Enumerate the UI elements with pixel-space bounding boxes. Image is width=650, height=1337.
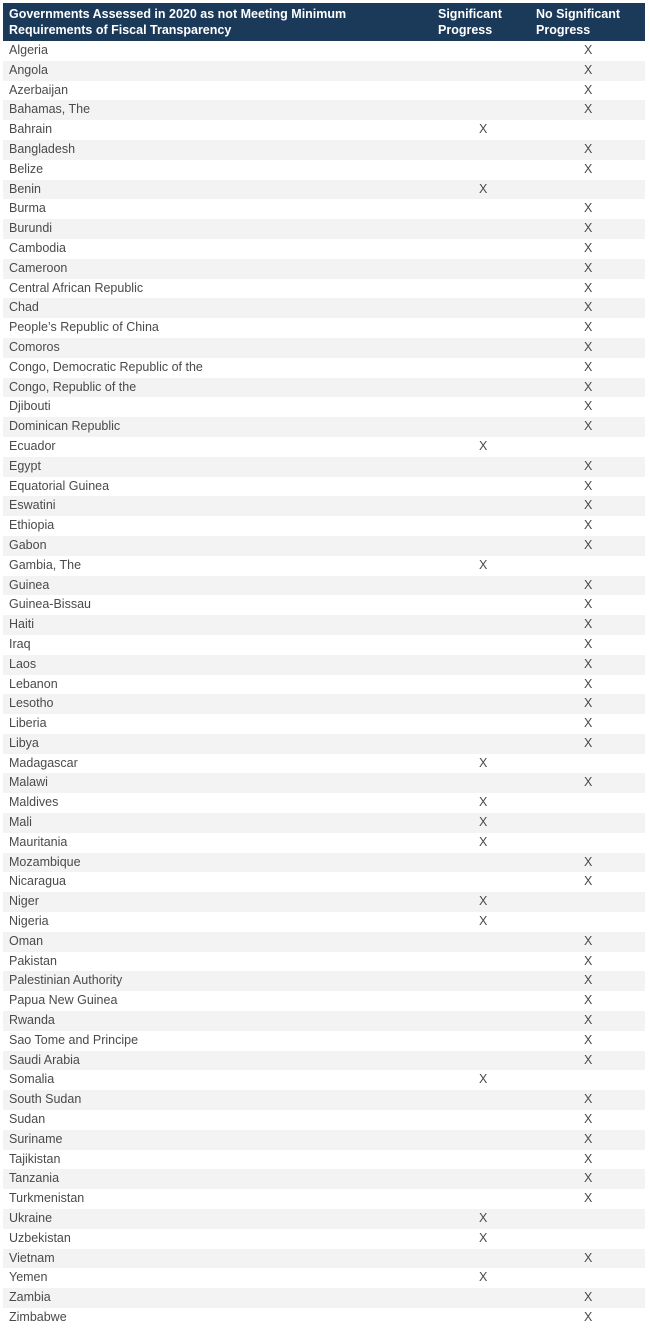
no-significant-progress-mark: X xyxy=(584,537,593,552)
no-significant-progress-mark: X xyxy=(584,874,593,889)
table-row xyxy=(3,477,645,497)
no-significant-progress-mark: X xyxy=(584,1290,593,1305)
table-row xyxy=(3,892,645,912)
country-name: Somalia xyxy=(9,1072,55,1087)
table-row xyxy=(3,1011,645,1031)
no-significant-progress-mark: X xyxy=(584,716,593,731)
no-significant-progress-mark: X xyxy=(584,518,593,533)
table-row xyxy=(3,61,645,81)
country-name: Tanzania xyxy=(9,1171,60,1186)
country-name: Zimbabwe xyxy=(9,1310,67,1324)
table-row xyxy=(3,754,645,774)
country-name: Belize xyxy=(9,161,44,176)
no-significant-progress-mark: X xyxy=(584,458,593,473)
country-name: Maldives xyxy=(9,795,59,810)
country-name: Guinea xyxy=(9,577,50,592)
no-significant-progress-mark: X xyxy=(584,478,593,493)
no-significant-progress-mark: X xyxy=(584,735,593,750)
table-row xyxy=(3,793,645,813)
no-significant-progress-mark: X xyxy=(584,1032,593,1047)
country-name: Liberia xyxy=(9,716,47,731)
table-row xyxy=(3,971,645,991)
no-significant-progress-mark: X xyxy=(584,161,593,176)
table-row xyxy=(3,1031,645,1051)
table-row xyxy=(3,496,645,516)
no-significant-progress-mark: X xyxy=(584,973,593,988)
no-significant-progress-mark: X xyxy=(584,141,593,156)
no-significant-progress-mark: X xyxy=(584,993,593,1008)
header-significant-progress-column: Significant Progress xyxy=(438,7,502,37)
country-name: Papua New Guinea xyxy=(9,993,118,1008)
no-significant-progress-mark: X xyxy=(584,419,593,434)
no-significant-progress-mark: X xyxy=(584,1171,593,1186)
no-significant-progress-mark: X xyxy=(584,379,593,394)
table-row xyxy=(3,952,645,972)
country-name: Laos xyxy=(9,656,37,671)
table-row xyxy=(3,615,645,635)
table-row xyxy=(3,1130,645,1150)
table-row xyxy=(3,872,645,892)
country-name: Iraq xyxy=(9,636,31,651)
country-name: Sudan xyxy=(9,1112,46,1127)
significant-progress-mark: X xyxy=(479,755,488,770)
country-name: Lebanon xyxy=(9,676,58,691)
no-significant-progress-mark: X xyxy=(584,597,593,612)
no-significant-progress-mark: X xyxy=(584,201,593,216)
table-row xyxy=(3,1249,645,1269)
no-significant-progress-mark: X xyxy=(584,636,593,651)
country-name: Egypt xyxy=(9,458,41,473)
table-row xyxy=(3,180,645,200)
country-name: Cameroon xyxy=(9,260,68,275)
no-significant-progress-mark: X xyxy=(584,854,593,869)
country-name: South Sudan xyxy=(9,1092,82,1107)
table-row xyxy=(3,1090,645,1110)
country-name: Congo, Republic of the xyxy=(9,379,137,394)
no-significant-progress-mark: X xyxy=(584,280,593,295)
table-row xyxy=(3,81,645,101)
no-significant-progress-mark: X xyxy=(584,1052,593,1067)
no-significant-progress-mark: X xyxy=(584,1112,593,1127)
country-name: Gabon xyxy=(9,537,47,552)
no-significant-progress-mark: X xyxy=(584,656,593,671)
table-row xyxy=(3,635,645,655)
significant-progress-mark: X xyxy=(479,438,488,453)
table-row xyxy=(3,318,645,338)
country-name: Turkmenistan xyxy=(9,1191,85,1206)
country-name: Dominican Republic xyxy=(9,419,121,434)
table-row xyxy=(3,298,645,318)
table-row xyxy=(3,773,645,793)
table-row xyxy=(3,536,645,556)
table-row xyxy=(3,378,645,398)
significant-progress-mark: X xyxy=(479,1211,488,1226)
country-name: Gambia, The xyxy=(9,557,82,572)
country-name: Djibouti xyxy=(9,399,51,414)
table-row xyxy=(3,259,645,279)
table-row xyxy=(3,694,645,714)
table-row xyxy=(3,655,645,675)
table-row xyxy=(3,714,645,734)
country-name: Comoros xyxy=(9,339,60,354)
country-name: Burma xyxy=(9,201,46,216)
country-name: Mauritania xyxy=(9,834,68,849)
table-row xyxy=(3,1268,645,1288)
country-name: Eswatini xyxy=(9,498,56,513)
no-significant-progress-mark: X xyxy=(584,498,593,513)
table-row xyxy=(3,140,645,160)
country-name: Haiti xyxy=(9,617,35,632)
country-name: Equatorial Guinea xyxy=(9,478,110,493)
country-name: Guinea-Bissau xyxy=(9,597,91,612)
no-significant-progress-mark: X xyxy=(584,617,593,632)
significant-progress-mark: X xyxy=(479,1072,488,1087)
significant-progress-mark: X xyxy=(479,834,488,849)
country-name: Bangladesh xyxy=(9,141,76,156)
table-row xyxy=(3,397,645,417)
significant-progress-mark: X xyxy=(479,894,488,909)
table-row xyxy=(3,734,645,754)
country-name: Ukraine xyxy=(9,1211,53,1226)
table-row xyxy=(3,1189,645,1209)
table-row xyxy=(3,219,645,239)
country-name: Saudi Arabia xyxy=(9,1052,80,1067)
no-significant-progress-mark: X xyxy=(584,399,593,414)
country-name: Madagascar xyxy=(9,755,78,770)
significant-progress-mark: X xyxy=(479,1230,488,1245)
country-name: Lesotho xyxy=(9,696,54,711)
country-name: Ethiopia xyxy=(9,518,55,533)
no-significant-progress-mark: X xyxy=(584,43,593,57)
table-row xyxy=(3,991,645,1011)
no-significant-progress-mark: X xyxy=(584,775,593,790)
country-name: People’s Republic of China xyxy=(9,320,159,335)
country-name: Bahamas, The xyxy=(9,102,91,117)
no-significant-progress-mark: X xyxy=(584,339,593,354)
country-name: Nigeria xyxy=(9,914,49,929)
country-name: Suriname xyxy=(9,1131,63,1146)
no-significant-progress-mark: X xyxy=(584,1310,593,1324)
table-row xyxy=(3,1051,645,1071)
table-row xyxy=(3,358,645,378)
no-significant-progress-mark: X xyxy=(584,933,593,948)
country-name: Azerbaijan xyxy=(9,82,69,97)
table-row xyxy=(3,41,645,61)
country-name: Libya xyxy=(9,735,39,750)
table-row xyxy=(3,1110,645,1130)
table-row xyxy=(3,160,645,180)
country-name: Angola xyxy=(9,62,48,77)
no-significant-progress-mark: X xyxy=(584,1131,593,1146)
table-row xyxy=(3,516,645,536)
table-row xyxy=(3,912,645,932)
table-row xyxy=(3,457,645,477)
country-name: Zambia xyxy=(9,1290,51,1305)
country-name: Vietnam xyxy=(9,1250,55,1265)
no-significant-progress-mark: X xyxy=(584,577,593,592)
table-header xyxy=(3,3,645,41)
country-name: Nicaragua xyxy=(9,874,66,889)
table-row xyxy=(3,1308,645,1328)
no-significant-progress-mark: X xyxy=(584,240,593,255)
no-significant-progress-mark: X xyxy=(584,62,593,77)
table-row xyxy=(3,199,645,219)
country-name: Algeria xyxy=(9,43,48,57)
country-name: Congo, Democratic Republic of the xyxy=(9,359,203,374)
no-significant-progress-mark: X xyxy=(584,359,593,374)
significant-progress-mark: X xyxy=(479,914,488,929)
country-name: Niger xyxy=(9,894,39,909)
no-significant-progress-mark: X xyxy=(584,1151,593,1166)
no-significant-progress-mark: X xyxy=(584,953,593,968)
table-row xyxy=(3,1288,645,1308)
table-row xyxy=(3,556,645,576)
no-significant-progress-mark: X xyxy=(584,696,593,711)
no-significant-progress-mark: X xyxy=(584,82,593,97)
table-row xyxy=(3,1169,645,1189)
country-name: Chad xyxy=(9,300,39,315)
table-row xyxy=(3,1150,645,1170)
significant-progress-mark: X xyxy=(479,557,488,572)
significant-progress-mark: X xyxy=(479,1270,488,1285)
table-row xyxy=(3,576,645,596)
table-row xyxy=(3,813,645,833)
table-row xyxy=(3,675,645,695)
country-name: Sao Tome and Principe xyxy=(9,1032,139,1047)
no-significant-progress-mark: X xyxy=(584,300,593,315)
country-name: Tajikistan xyxy=(9,1151,61,1166)
significant-progress-mark: X xyxy=(479,122,488,137)
table-row xyxy=(3,417,645,437)
significant-progress-mark: X xyxy=(479,815,488,830)
country-name: Mozambique xyxy=(9,854,81,869)
country-name: Malawi xyxy=(9,775,48,790)
country-name: Ecuador xyxy=(9,438,56,453)
no-significant-progress-mark: X xyxy=(584,1250,593,1265)
table-row xyxy=(3,279,645,299)
header-country-column: Governments Assessed in 2020 as not Meeting Minimum Requirements of Fiscal Transparency xyxy=(9,7,347,37)
table-body xyxy=(3,41,645,1328)
country-name: Yemen xyxy=(9,1270,48,1285)
no-significant-progress-mark: X xyxy=(584,1092,593,1107)
significant-progress-mark: X xyxy=(479,181,488,196)
table-row xyxy=(3,932,645,952)
table-row xyxy=(3,833,645,853)
significant-progress-mark: X xyxy=(479,795,488,810)
country-name: Mali xyxy=(9,815,32,830)
country-name: Uzbekistan xyxy=(9,1230,71,1245)
no-significant-progress-mark: X xyxy=(584,260,593,275)
country-name: Cambodia xyxy=(9,240,66,255)
no-significant-progress-mark: X xyxy=(584,320,593,335)
no-significant-progress-mark: X xyxy=(584,1013,593,1028)
table-row xyxy=(3,120,645,140)
table-row xyxy=(3,853,645,873)
no-significant-progress-mark: X xyxy=(584,676,593,691)
table-row xyxy=(3,1229,645,1249)
header-no-significant-progress-column: No Significant Progress xyxy=(536,7,621,37)
table-row xyxy=(3,338,645,358)
table-row xyxy=(3,100,645,120)
country-name: Benin xyxy=(9,181,41,196)
country-name: Bahrain xyxy=(9,122,53,137)
no-significant-progress-mark: X xyxy=(584,221,593,236)
table-row xyxy=(3,437,645,457)
country-name: Burundi xyxy=(9,221,53,236)
country-name: Oman xyxy=(9,933,44,948)
table-row xyxy=(3,595,645,615)
country-name: Palestinian Authority xyxy=(9,973,123,988)
table-row xyxy=(3,239,645,259)
country-name: Pakistan xyxy=(9,953,57,968)
country-name: Rwanda xyxy=(9,1013,55,1028)
no-significant-progress-mark: X xyxy=(584,1191,593,1206)
no-significant-progress-mark: X xyxy=(584,102,593,117)
table-row xyxy=(3,1209,645,1229)
table-row xyxy=(3,1070,645,1090)
country-name: Central African Republic xyxy=(9,280,144,295)
